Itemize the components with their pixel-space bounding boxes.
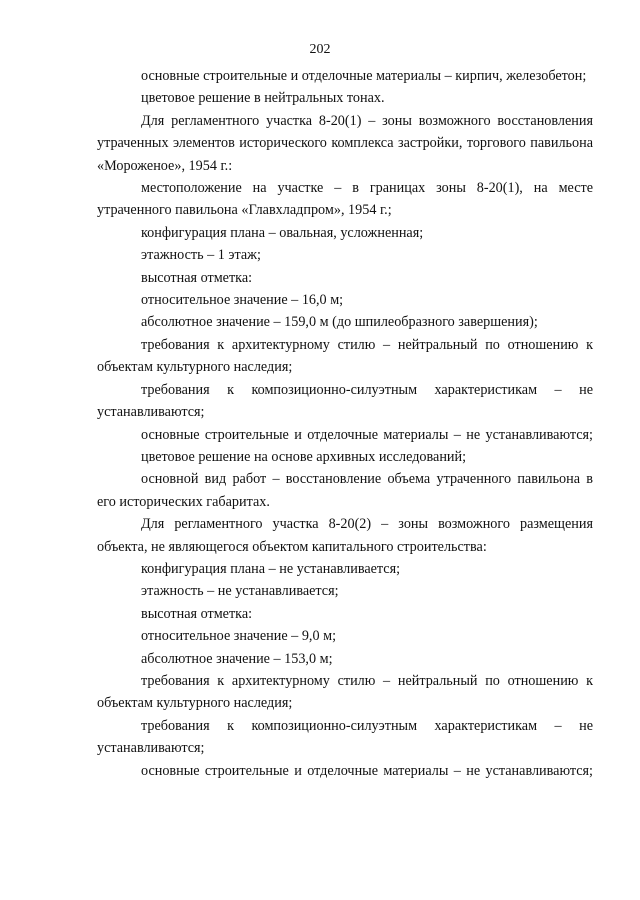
paragraph-materials-1: основные строительные и отделочные материалы – кирпич, железобетон; — [141, 68, 587, 84]
paragraph-style-1: требования к архитектурному стилю – нейтральный по отношению к объектам культурного наследия; — [97, 336, 593, 376]
paragraph-floors-2: этажность – не устанавливается; — [141, 583, 339, 600]
page-number: 202 — [309, 42, 331, 57]
paragraph-materials-2: основные строительные и отделочные материалы – не устанавливаются; — [141, 426, 593, 443]
paragraph-color-1: цветовое решение в нейтральных тонах. — [141, 90, 385, 107]
paragraph-color-2: цветовое решение на основе архивных исследований; — [141, 448, 467, 465]
paragraph-location: местоположение на участке – в границах зоны 8-20(1), на месте утраченного павильона «Главхладпром», 1954 г.; — [97, 180, 593, 219]
paragraph-height-mark-2: высотная отметка: — [141, 605, 253, 622]
paragraph-materials-3: основные строительные и отделочные материалы – не устанавливаются; — [141, 762, 593, 779]
paragraph-floors-1: этажность – 1 этаж; — [141, 247, 261, 264]
paragraph-work-type: основной вид работ – восстановление объема утраченного павильона в его исторических габаритах. — [97, 471, 593, 510]
paragraph-relative-value-1: относительное значение – 16,0 м; — [141, 292, 344, 309]
paragraph-style-2: требования к архитектурному стилю – нейтральный по отношению к объектам культурного наследия; — [97, 672, 593, 712]
paragraph-relative-value-2: относительное значение – 9,0 м; — [141, 628, 337, 645]
paragraph-absolute-value-2: абсолютное значение – 153,0 м; — [141, 650, 333, 667]
paragraph-plan-config-1: конфигурация плана – овальная, усложненная; — [141, 224, 424, 241]
paragraph-silhouette-2: требования к композиционно-силуэтным характеристикам – не устанавливаются; — [97, 717, 593, 757]
paragraph-silhouette-1: требования к композиционно-силуэтным характеристикам – не устанавливаются; — [97, 381, 593, 421]
paragraph-absolute-value-1: абсолютное значение – 159,0 м (до шпилеобразного завершения); — [141, 314, 538, 331]
paragraph-height-mark-1: высотная отметка: — [141, 269, 253, 286]
document-body — [97, 65, 593, 782]
paragraph-plan-config-2: конфигурация плана – не устанавливается; — [141, 560, 401, 577]
paragraph-section-8-20-2: Для регламентного участка 8-20(2) – зоны возможного размещения объекта, не являющегося объектом капитального строительства: — [97, 516, 593, 555]
paragraph-section-8-20-1: Для регламентного участка 8-20(1) – зоны возможного восстановления утраченных элементов исторического комплекса застройки, торгового павильона «Мороженое», 1954 г.: — [97, 112, 593, 174]
